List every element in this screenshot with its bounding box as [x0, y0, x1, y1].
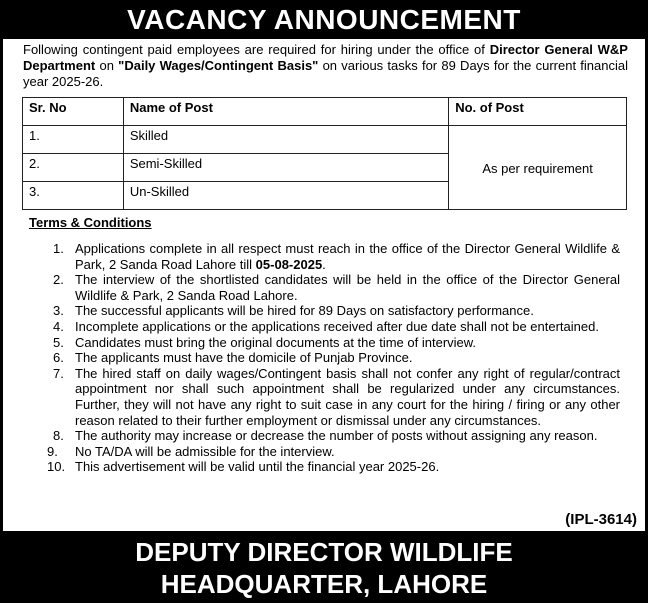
list-item — [47, 459, 620, 475]
item-number: 6. — [53, 350, 64, 366]
list-item — [53, 272, 620, 303]
footer-location: HEADQUARTER, LAHORE — [160, 569, 488, 599]
item-number: 10. — [47, 459, 66, 475]
item-text: The hired staff on daily wages/Contingent basis shall not confer any right of regular/contract appointment nor shall such appointment shall be regularized under any circumstances. Further, they will not have any right to suit case in any court for the hiring / firing or any other reason related to their further employment or dismissal under any circumstances. — [75, 365, 620, 428]
item-text: . — [322, 256, 326, 272]
cell-post-name: Un-Skilled — [123, 182, 448, 210]
item-number: 9. — [47, 443, 58, 459]
intro-text: on — [95, 58, 119, 73]
list-item — [53, 366, 620, 428]
list-item — [47, 443, 620, 460]
announcement-footer — [0, 531, 648, 603]
item-deadline: 05-08-2025 — [255, 256, 323, 272]
item-number: 4. — [53, 318, 64, 334]
list-item — [53, 319, 620, 335]
cell-sr: 2. — [23, 154, 124, 182]
header-no-of-post: No. of Post — [449, 98, 627, 126]
item-text: The authority may increase or decrease the number of posts without assigning any reason. — [75, 428, 598, 444]
header-sr-no: Sr. No — [23, 98, 124, 126]
terms-list — [47, 241, 620, 475]
table-row — [23, 126, 627, 154]
item-number: 2. — [53, 272, 64, 288]
cell-sr: 3. — [23, 182, 124, 210]
item-text: This advertisement will be valid until the financial year 2025-26. — [75, 459, 440, 475]
intro-text: Following contingent paid employees are required for hiring under the office of — [23, 42, 490, 57]
item-text: Incomplete applications or the applications received after due date shall not be entertained. — [75, 318, 599, 334]
cell-no-of-post: As per requirement — [449, 126, 627, 210]
list-item — [53, 350, 620, 366]
announcement-title: VACANCY ANNOUNCEMENT — [127, 4, 521, 35]
announcement-body — [3, 39, 645, 531]
item-text: Applications complete in all respect must reach in the office of the Director General Wildlife & Park, 2 Sanda Road Lahore till — [75, 241, 620, 272]
terms-heading: Terms & Conditions — [29, 215, 152, 230]
intro-department: Director General W&P Department — [23, 42, 628, 73]
reference-code: (IPL-3614) — [565, 511, 637, 528]
item-text: The interview of the shortlisted candidates will be held in the office of the Director General Wildlife & Park, 2 Sanda Road Lahore. — [75, 272, 620, 303]
announcement-header — [0, 0, 648, 39]
intro-paragraph — [23, 42, 628, 90]
header-name-of-post: Name of Post — [123, 98, 448, 126]
item-text: The successful applicants will be hired for 89 Days on satisfactory performance. — [75, 303, 534, 319]
list-item — [53, 303, 620, 319]
item-text: Candidates must bring the original documents at the time of interview. — [75, 334, 477, 350]
table-header-row — [23, 98, 627, 126]
cell-post-name: Skilled — [123, 126, 448, 154]
item-number: 1. — [53, 241, 64, 256]
item-number: 7. — [53, 365, 64, 381]
item-number: 8. — [53, 428, 64, 444]
list-item — [53, 241, 620, 272]
posts-table — [22, 97, 627, 210]
cell-sr: 1. — [23, 126, 124, 154]
list-item — [53, 335, 620, 351]
item-number: 5. — [53, 334, 64, 350]
item-number: 3. — [53, 303, 64, 319]
item-text: The applicants must have the domicile of Punjab Province. — [75, 350, 413, 366]
intro-basis: "Daily Wages/Contingent Basis" — [118, 58, 319, 73]
list-item — [53, 428, 620, 444]
cell-post-name: Semi-Skilled — [123, 154, 448, 182]
footer-authority: DEPUTY DIRECTOR WILDLIFE — [135, 537, 513, 567]
item-text: No TA/DA will be admissible for the interview. — [75, 443, 335, 459]
intro-text: on various tasks for 89 Days for the current financial year 2025-26. — [23, 58, 628, 89]
